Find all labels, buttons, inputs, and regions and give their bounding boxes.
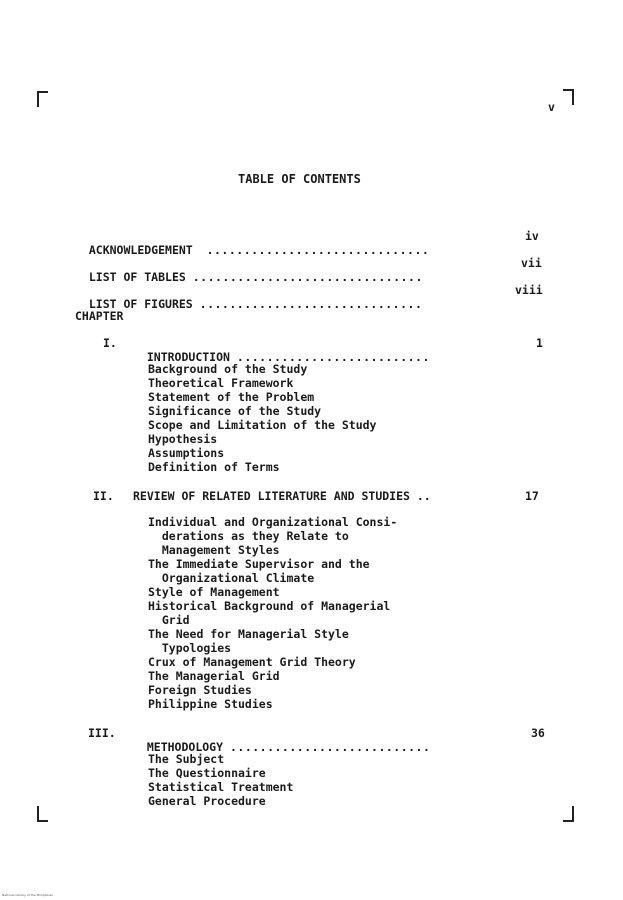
section-item: The Immediate Supervisor and the <box>148 557 370 571</box>
toc-entry-list-of-figures <box>75 283 422 311</box>
section-item: Grid <box>148 613 190 627</box>
toc-label: ACKNOWLEDGEMENT <box>88 243 193 257</box>
section-item: Statement of the Problem <box>148 390 315 404</box>
chapter-3-title: METHODOLOGY <box>146 740 224 754</box>
chapter-1-entry <box>133 336 430 364</box>
section-item: The Questionnaire <box>148 766 266 780</box>
section-item: Definition of Terms <box>148 460 280 474</box>
chapter-1-title: INTRODUCTION <box>146 350 230 364</box>
section-item: General Procedure <box>148 794 266 808</box>
section-item: Assumptions <box>148 446 225 460</box>
section-item: The Subject <box>148 752 225 766</box>
section-item: Crux of Management Grid Theory <box>148 655 356 669</box>
section-item: Historical Background of Managerial <box>148 599 391 613</box>
page-number: v <box>548 100 555 114</box>
toc-entry-acknowledgement <box>75 229 429 257</box>
section-item: Hypothesis <box>148 432 218 446</box>
toc-label: LIST OF TABLES <box>88 270 186 284</box>
toc-dots: ........................... <box>229 740 431 754</box>
chapter-1-page: 1 <box>536 336 543 350</box>
toc-dots: .......................... <box>236 350 430 364</box>
section-item: Scope and Limitation of the Study <box>148 418 377 432</box>
chapter-3-page: 36 <box>531 726 545 740</box>
section-item: Statistical Treatment <box>148 780 294 794</box>
section-item: Organizational Climate <box>148 571 315 585</box>
crop-mark-top-left <box>37 91 48 107</box>
section-item: Background of the Study <box>148 362 308 376</box>
toc-dots: ............................... <box>192 270 423 284</box>
library-footer: National Library of the Philippines <box>2 893 53 897</box>
section-item: Individual and Organizational Consi- <box>148 515 398 529</box>
crop-mark-bottom-right <box>563 806 574 822</box>
chapter-heading: CHAPTER <box>75 309 124 323</box>
toc-page: viii <box>515 283 543 297</box>
section-item: Philippine Studies <box>148 697 273 711</box>
toc-entry-list-of-tables <box>75 256 423 284</box>
toc-page: vii <box>521 256 542 270</box>
chapter-3-entry <box>133 726 430 754</box>
toc-label: LIST OF FIGURES <box>88 297 193 311</box>
toc-dots: .............................. <box>206 243 430 257</box>
section-item: The Managerial Grid <box>148 669 280 683</box>
chapter-2-page: 17 <box>525 489 539 503</box>
page-title: TABLE OF CONTENTS <box>238 172 361 186</box>
section-item: derations as they Relate to <box>148 529 349 543</box>
section-item: Significance of the Study <box>148 404 322 418</box>
chapter-1-number: I. <box>103 336 117 350</box>
chapter-2-title: REVIEW OF RELATED LITERATURE AND STUDIES .. <box>133 489 431 503</box>
toc-dots: .............................. <box>199 297 423 311</box>
chapter-3-number: III. <box>88 726 116 740</box>
section-item: Theoretical Framework <box>148 376 294 390</box>
section-item: The Need for Managerial Style <box>148 627 349 641</box>
section-item: Style of Management <box>148 585 280 599</box>
section-item: Typologies <box>148 641 232 655</box>
toc-page: iv <box>525 229 539 243</box>
chapter-2-number: II. <box>93 489 114 503</box>
crop-mark-bottom-left <box>37 806 48 822</box>
section-item: Foreign Studies <box>148 683 252 697</box>
crop-mark-top-right <box>563 89 574 105</box>
section-item: Management Styles <box>148 543 280 557</box>
